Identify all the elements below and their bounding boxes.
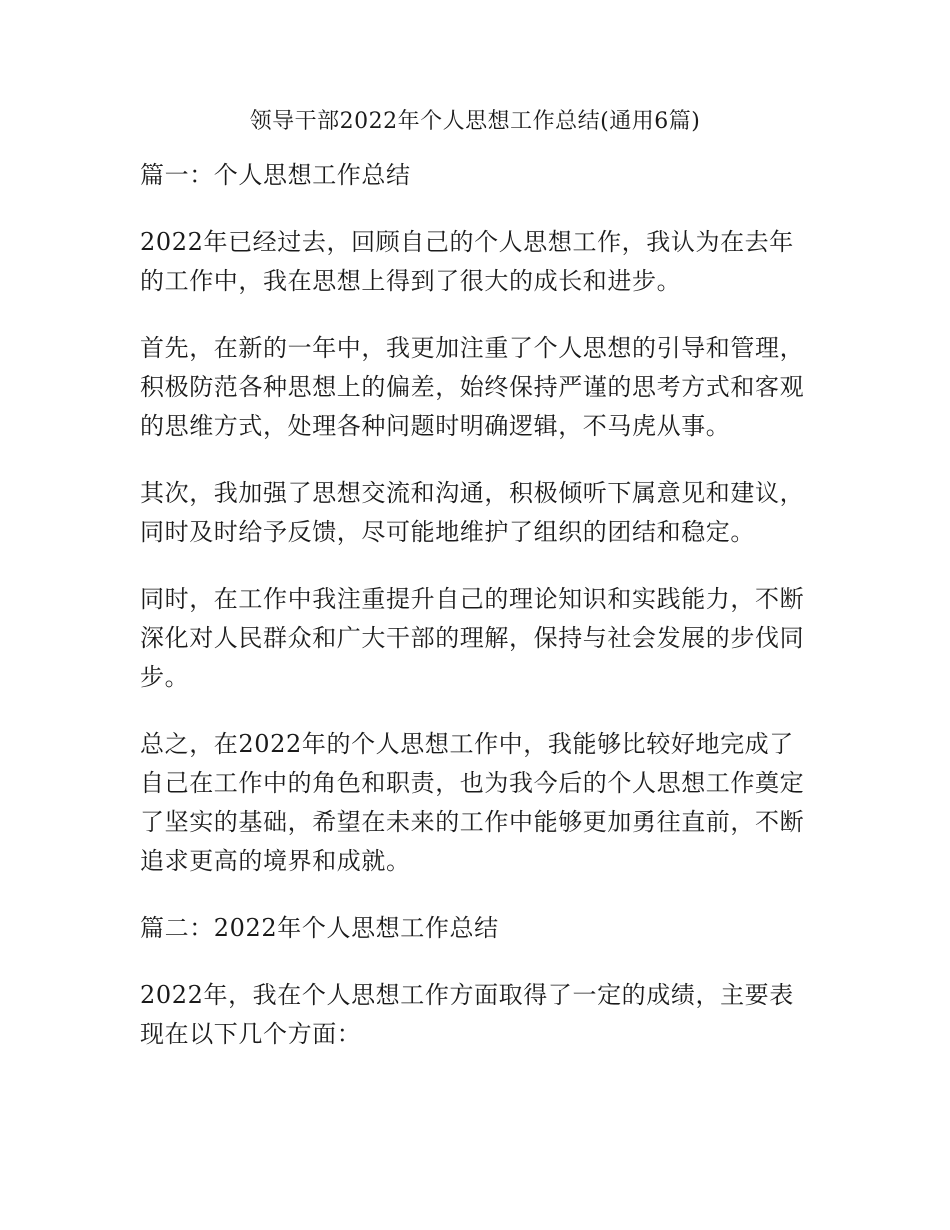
paragraph: 2022年已经过去，回顾自己的个人思想工作，我认为在去年的工作中，我在思想上得到了很大的成长和进步。 [140, 228, 794, 295]
paragraph: 2022年，我在个人思想工作方面取得了一定的成绩，主要表现在以下几个方面： [140, 981, 794, 1048]
paragraph: 总之，在2022年的个人思想工作中，我能够比较好地完成了自己在工作中的角色和职责，也为我今后的个人思想工作奠定了坚实的基础，希望在未来的工作中能够更加勇往直前，不断追求更高的境界和成就。 [140, 730, 805, 875]
section-2 [140, 909, 812, 1054]
document-body [140, 156, 812, 1082]
document-title: 领导干部2022年个人思想工作总结(通用6篇) [249, 109, 701, 134]
paragraph: 其次，我加强了思想交流和沟通，积极倾听下属意见和建议，同时及时给予反馈，尽可能地维护了组织的团结和稳定。 [140, 479, 805, 546]
paragraph: 同时，在工作中我注重提升自己的理论知识和实践能力，不断深化对人民群众和广大干部的理解，保持与社会发展的步伐同步。 [140, 585, 805, 691]
section-heading: 篇一：个人思想工作总结 [140, 161, 411, 189]
section-heading: 篇二：2022年个人思想工作总结 [140, 914, 499, 942]
paragraph: 首先，在新的一年中，我更加注重了个人思想的引导和管理，积极防范各种思想上的偏差，始终保持严谨的思考方式和客观的思维方式，处理各种问题时明确逻辑，不马虎从事。 [140, 334, 805, 440]
section-1 [140, 156, 812, 881]
